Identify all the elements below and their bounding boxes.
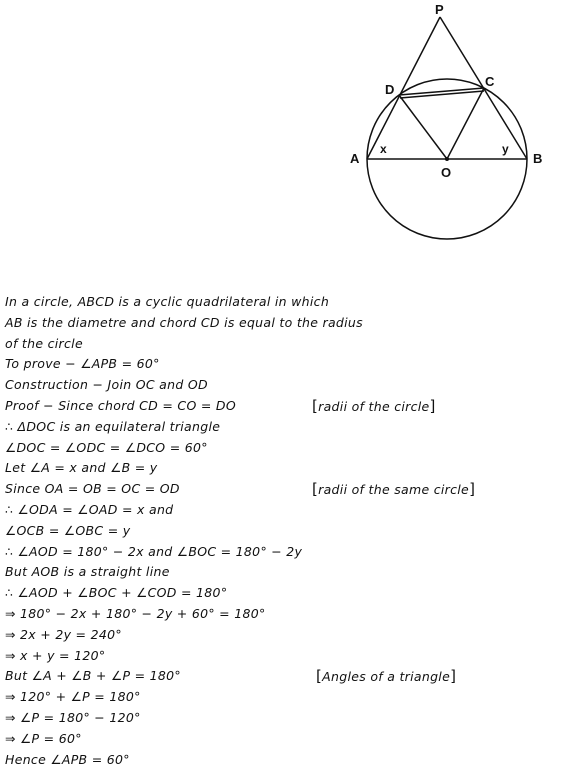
label-c: C xyxy=(485,74,495,89)
solution-line-text: ∴ ΔDOC is an equilateral triangle xyxy=(5,418,221,434)
solution-line-text: ⇒ 2x + 2y = 240° xyxy=(5,626,122,642)
radius-od xyxy=(399,95,447,159)
solution-line-text: ∠OCB = ∠OBC = y xyxy=(5,522,131,538)
solution-reason-note: [radii of the circle] xyxy=(312,396,436,415)
solution-line xyxy=(5,292,565,313)
label-b: B xyxy=(533,151,543,166)
solution-line xyxy=(5,604,565,625)
solution-line-text: ∴ ∠AOD = 180° − 2x and ∠BOC = 180° − 2y xyxy=(5,543,303,559)
solution-reason-note: [radii of the same circle] xyxy=(312,480,476,499)
solution-line-text: AB is the diametre and chord CD is equal to the radius xyxy=(5,314,363,330)
angle-y-label: y xyxy=(502,142,509,156)
solution-line xyxy=(5,625,565,646)
solution-line-text: Construction − Join OC and OD xyxy=(5,377,208,393)
solution-line-text: Since OA = OB = OC = OD xyxy=(5,481,180,497)
solution-line xyxy=(5,687,565,708)
solution-line-text: Hence ∠APB = 60° xyxy=(5,751,130,767)
solution-line xyxy=(5,354,565,375)
solution-line xyxy=(5,500,565,521)
solution-line xyxy=(5,438,565,459)
point-o-dot xyxy=(445,157,449,161)
solution-text xyxy=(5,292,565,770)
solution-line-text: ⇒ ∠P = 180° − 120° xyxy=(5,709,141,725)
solution-line xyxy=(5,583,565,604)
solution-line-text: ∠DOC = ∠ODC = ∠DCO = 60° xyxy=(5,439,208,455)
radius-oc xyxy=(447,88,484,159)
solution-line xyxy=(5,646,565,667)
solution-line-text: Let ∠A = x and ∠B = y xyxy=(5,460,158,476)
solution-line-text: ∴ ∠ODA = ∠OAD = x and xyxy=(5,501,174,517)
solution-line-text: But AOB is a straight line xyxy=(5,564,170,580)
solution-line xyxy=(5,417,565,438)
angle-x-label: x xyxy=(380,142,387,156)
solution-line xyxy=(5,666,565,687)
solution-line xyxy=(5,708,565,729)
solution-reason-text: radii of the same circle xyxy=(318,482,470,498)
solution-reason-note: [Angles of a triangle] xyxy=(316,667,457,686)
solution-line xyxy=(5,334,565,355)
solution-line-text: To prove − ∠APB = 60° xyxy=(5,356,160,372)
label-d: D xyxy=(385,82,395,97)
solution-line-text: ⇒ x + y = 120° xyxy=(5,647,106,663)
label-a: A xyxy=(350,151,360,166)
solution-line-text: In a circle, ABCD is a cyclic quadrilateral in which xyxy=(5,294,330,309)
solution-line-text: ⇒ 180° − 2x + 180° − 2y + 60° = 180° xyxy=(5,605,266,621)
solution-line xyxy=(5,542,565,563)
label-p: P xyxy=(435,2,444,17)
solution-line xyxy=(5,458,565,479)
geometry-figure xyxy=(0,0,570,270)
solution-line xyxy=(5,562,565,583)
solution-line xyxy=(5,375,565,396)
solution-line xyxy=(5,479,565,500)
solution-line-text: But ∠A + ∠B + ∠P = 180° xyxy=(5,668,181,684)
solution-line-text: Proof − Since chord CD = CO = DO xyxy=(5,397,236,413)
solution-line xyxy=(5,396,565,417)
label-o: O xyxy=(441,165,452,180)
solution-line-text: ∴ ∠AOD + ∠BOC + ∠COD = 180° xyxy=(5,585,228,601)
solution-line xyxy=(5,729,565,750)
solution-line-text: ⇒ ∠P = 60° xyxy=(5,730,82,746)
solution-line xyxy=(5,521,565,542)
solution-line-text: ⇒ 120° + ∠P = 180° xyxy=(5,689,141,705)
solution-line-text: of the circle xyxy=(5,335,83,351)
solution-line xyxy=(5,313,565,334)
solution-reason-text: radii of the circle xyxy=(318,398,430,414)
solution-reason-text: Angles of a triangle xyxy=(322,669,451,685)
side-ap xyxy=(367,17,440,159)
